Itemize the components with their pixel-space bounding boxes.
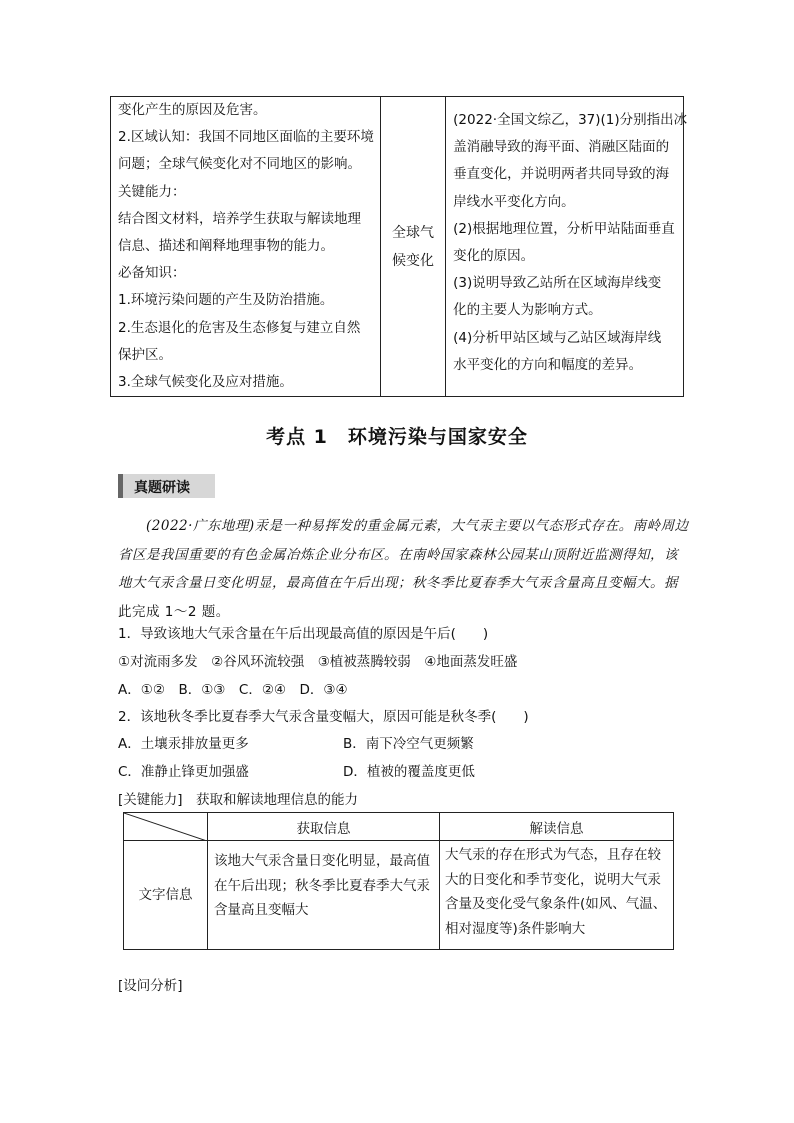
requirement-line: 变化产生的原因及危害。 — [118, 102, 267, 118]
read-info-line: 大气汞的存在形式为气态，且存在较 — [445, 847, 661, 863]
passage-line: 省区是我国重要的有色金属冶炼企业分布区。在南岭国家森林公园某山顶附近监测得知，该 — [118, 546, 678, 563]
read-info-line: 大的日变化和季节变化，说明大气汞 — [445, 871, 661, 888]
question-1-stem: 1．导致该地大气汞含量在午后出现最高值的原因是午后( ) — [118, 626, 489, 642]
requirement-line: 结合图文材料，培养学生获取与解读地理 — [118, 210, 361, 227]
question-1-choices: A．①② B．①③ C．②④ D．③④ — [118, 682, 348, 698]
topic-line: 候变化 — [392, 252, 435, 269]
row-label: 文字信息 — [124, 841, 208, 950]
passage-line: (2022·广东地理)汞是一种易挥发的重金属元素，大气汞主要以气态形式存在。南岭周边 — [146, 518, 689, 534]
requirement-line: 问题；全球气候变化对不同地区的影响。 — [118, 156, 361, 173]
diagonal-header-cell — [124, 813, 208, 841]
analysis-label: [设问分析] — [118, 978, 183, 994]
exam-question-line: (4)分析甲站区域与乙站区域海岸线 — [453, 329, 662, 346]
requirement-line: 保护区。 — [118, 346, 172, 363]
option-c: C．准静止锋更加强盛 — [118, 764, 249, 780]
column-header-read: 解读信息 — [440, 813, 674, 841]
section-title: 环境污染与国家安全 — [347, 426, 528, 448]
requirement-line: 2.生态退化的危害及生态修复与建立自然 — [118, 319, 361, 336]
section-heading — [0, 422, 794, 449]
requirements-cell — [111, 97, 381, 397]
read-info-line: 含量及变化受气象条件(如风、气温、 — [445, 896, 667, 912]
question-1-items: ①对流雨多发 ②谷风环流较强 ③植被蒸腾较弱 ④地面蒸发旺盛 — [118, 654, 518, 670]
exam-question-line: 岸线水平变化方向。 — [453, 193, 575, 210]
option-b: B．南下冷空气更频繁 — [343, 736, 474, 752]
topic-cell — [380, 97, 445, 397]
get-info-cell — [208, 841, 440, 950]
exam-question-line: 水平变化的方向和幅度的差异。 — [453, 356, 643, 373]
option-a: A．土壤汞排放量更多 — [118, 736, 249, 752]
topic-line: 全球气 — [392, 224, 435, 241]
get-info-line: 该地大气汞含量日变化明显，最高值 — [214, 853, 430, 869]
option-d: D．植被的覆盖度更低 — [343, 764, 475, 780]
get-info-line: 含量高且变幅大 — [214, 902, 309, 918]
passage — [118, 512, 689, 626]
exam-question-line: (2)根据地理位置，分析甲站陆面垂直 — [453, 220, 675, 237]
question-2-stem: 2．该地秋冬季比夏春季大气汞含量变幅大，原因可能是秋冬季( ) — [118, 709, 529, 725]
exam-question-cell — [446, 97, 688, 397]
exam-question-line: 垂直变化，并说明两者共同导致的海 — [453, 166, 670, 183]
key-ability-label: [关键能力] 获取和解读地理信息的能力 — [118, 792, 359, 808]
requirement-line: 3.全球气候变化及应对措施。 — [118, 374, 293, 391]
badge-label: 真题研读 — [134, 480, 190, 496]
curriculum-table — [110, 96, 688, 397]
read-info-cell — [440, 841, 674, 950]
requirement-line: 2.区域认知：我国不同地区面临的主要环境 — [118, 129, 374, 146]
diagonal-line — [124, 813, 207, 841]
get-info-line: 在午后出现；秋冬季比夏春季大气汞 — [214, 877, 430, 894]
requirement-line: 必备知识： — [118, 265, 186, 282]
exam-question-line: 盖消融导致的海平面、消融区陆面的 — [453, 139, 670, 156]
exam-question-line: 化的主要人为影响方式。 — [453, 302, 602, 319]
requirement-line: 1.环境污染问题的产生及防治措施。 — [118, 292, 334, 309]
exam-question-line: (2022·全国文综乙，37)(1)分别指出冰 — [453, 112, 688, 128]
column-header-get: 获取信息 — [208, 813, 440, 841]
requirement-line: 关键能力： — [118, 183, 186, 200]
requirement-line: 信息、描述和阐释地理事物的能力。 — [118, 238, 334, 255]
passage-line: 此完成 1～2 题。 — [118, 603, 230, 620]
exam-question-line: 变化的原因。 — [453, 248, 535, 265]
read-info-line: 相对湿度等)条件影响大 — [445, 920, 586, 937]
exam-question-line: (3)说明导致乙站所在区域海岸线变 — [453, 275, 662, 292]
passage-line: 地大气汞含量日变化明显，最高值在午后出现；秋冬季比夏春季大气汞含量高且变幅大。据 — [118, 575, 678, 591]
section-badge — [118, 474, 215, 498]
section-number: 考点 1 — [266, 426, 328, 448]
key-ability-table — [123, 812, 674, 950]
